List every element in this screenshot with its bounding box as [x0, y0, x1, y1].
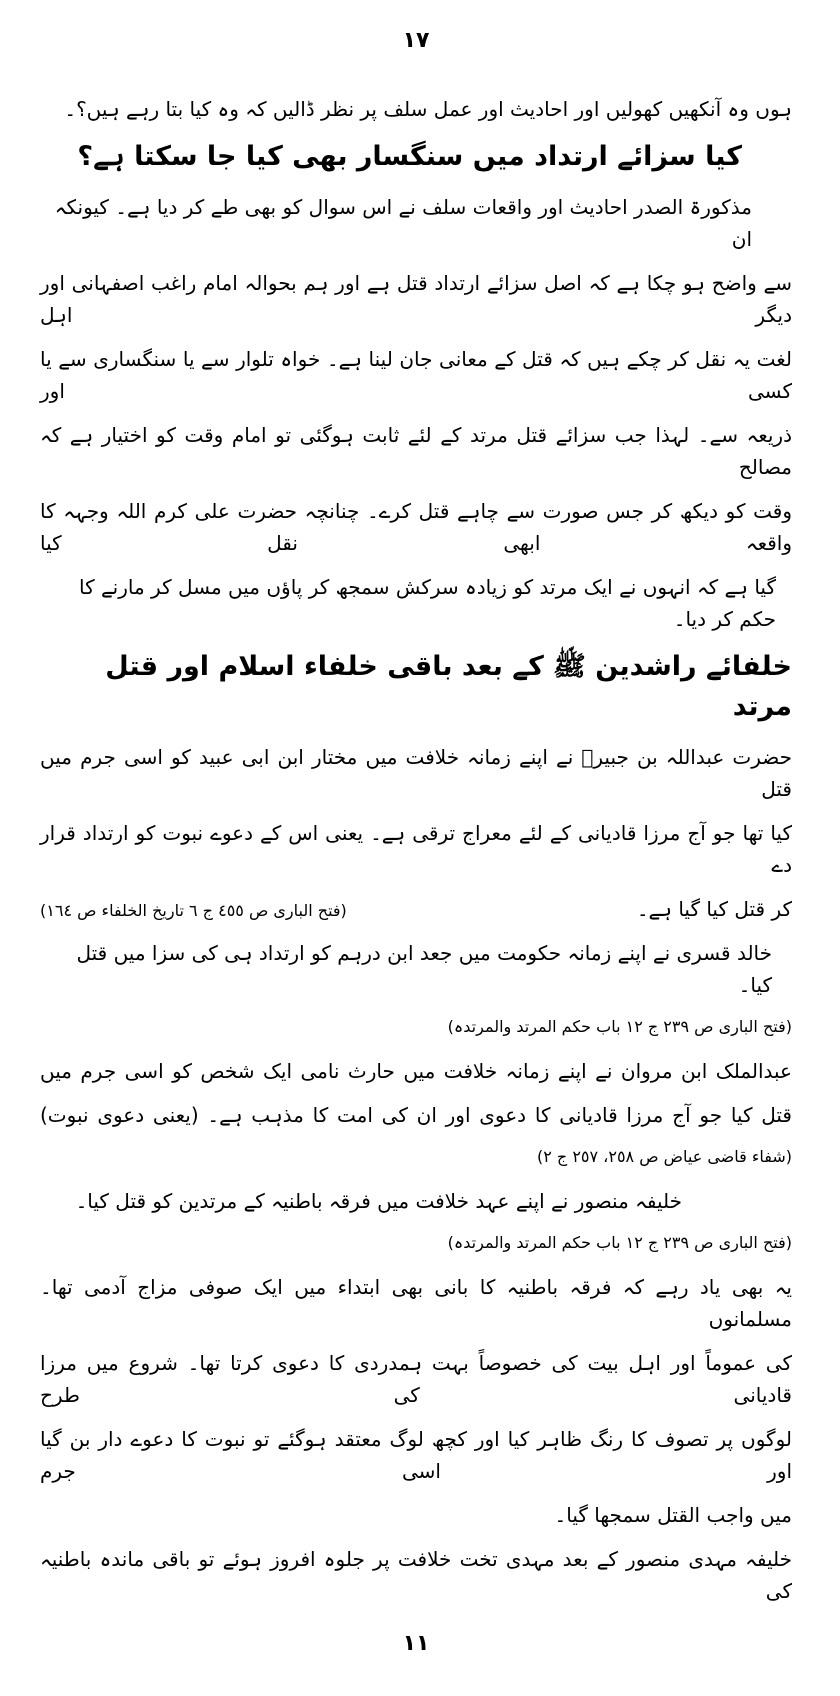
- body-line: ذریعہ سے۔ لہذا جب سزائے قتل مرتد کے لئے ثابت ہوگئی تو امام وقت کو اختیار ہے کہ مصالح: [40, 423, 792, 479]
- body-line: میں واجب القتل سمجھا گیا۔: [554, 1503, 792, 1527]
- body-line: یہ بھی یاد رہے کہ فرقہ باطنیہ کا بانی بھی ابتداء میں ایک صوفی مزاج آدمی تھا۔ مسلمانوں: [40, 1275, 792, 1331]
- body-line: مذکورۃ الصدر احادیث اور واقعات سلف نے اس سوال کو بھی طے کر دیا ہے۔ کیونکہ ان: [54, 195, 752, 251]
- body-line: گیا ہے کہ انہوں نے ایک مرتد کو زیادہ سرکش سمجھ کر پاؤں میں مسل کر مارنے کا حکم کر دیا۔: [78, 575, 776, 631]
- body-line: عبدالملک ابن مروان نے اپنے زمانہ خلافت میں حارث نامی ایک شخص کو اسی جرم میں: [40, 1059, 792, 1083]
- citation: (فتح الباری ص ٢٣٩ ج ١٢ باب حکم المرتد والمرتدہ): [447, 1233, 792, 1252]
- body-line: لوگوں پر تصوف کا رنگ ظاہر کیا اور کچھ لوگ معتقد ہوگئے تو نبوت کا دعوے دار بن گیا اور اسی جرم: [40, 1427, 792, 1483]
- body-line: خلیفہ منصور نے اپنے عہد خلافت میں فرقہ باطنیہ کے مرتدین کو قتل کیا۔: [75, 1189, 682, 1213]
- body-line: خالد قسری نے اپنے زمانہ حکومت میں جعد ابن درہم کو ارتداد ہی کی سزا میں قتل کیا۔: [76, 941, 772, 997]
- section-heading: کیا سزائے ارتداد میں سنگسار بھی کیا جا سکتا ہے؟: [77, 141, 742, 172]
- line-with-citation: [40, 893, 792, 925]
- body-line: ہوں وہ آنکھیں کھولیں اور احادیث اور عمل سلف پر نظر ڈالیں کہ وہ کیا بتا رہے ہیں؟۔: [64, 97, 792, 121]
- page-number-top: ١٧: [402, 28, 430, 53]
- body-line: کیا تھا جو آج مرزا قادیانی کے لئے معراج ترقی ہے۔ یعنی اس کے دعوے نبوت کو ارتداد قرار دے: [40, 821, 792, 877]
- body-line: وقت کو دیکھ کر جس صورت سے چاہے قتل کرے۔ چنانچہ حضرت علی کرم اللہ وجہہ کا واقعہ ابھی نقل کیا: [40, 499, 792, 555]
- section-heading: خلفائے راشدین ﷺ کے بعد باقی خلفاء اسلام اور قتل مرتد: [105, 651, 792, 722]
- body-line: لغت یہ نقل کر چکے ہیں کہ قتل کے معانی جان لینا ہے۔ خواہ تلوار سے یا سنگساری سے یا کسی اور: [40, 347, 792, 403]
- body-line: کی عموماً اور اہل بیت کی خصوصاً بہت ہمدردی کا دعوی کرتا تھا۔ شروع میں مرزا قادیانی کی طرح: [40, 1351, 792, 1407]
- page-number-bottom: ١١: [402, 1631, 430, 1656]
- citation: (فتح الباری ص ٢٣٩ ج ١٢ باب حکم المرتد والمرتدہ): [447, 1017, 792, 1036]
- body-line: سے واضح ہو چکا ہے کہ اصل سزائے ارتداد قتل ہے اور ہم بحوالہ امام راغب اصفہانی اور دیگر اہل: [40, 271, 792, 327]
- body-line: قتل کیا جو آج مرزا قادیانی کا دعوی اور ان کی امت کا مذہب ہے۔ (یعنی دعوی نبوت): [40, 1103, 792, 1127]
- citation: (فتح الباری ص ٤٥٥ ج ٦ تاریخ الخلفاء ص ١٦٤): [40, 901, 347, 920]
- body-line: خلیفہ مہدی منصور کے بعد مہدی تخت خلافت پر جلوہ افروز ہوئے تو باقی ماندہ باطنیہ کی: [40, 1547, 792, 1603]
- body-line: کر قتل کیا گیا ہے۔: [636, 897, 792, 921]
- body-line: حضرت عبداللہ بن جبیرؓ نے اپنے زمانہ خلافت میں مختار ابن ابی عبید کو اسی جرم میں قتل: [40, 745, 792, 801]
- citation: (شفاء قاضی عیاض ص ٢٥٨، ٢٥٧ ج ٢): [536, 1147, 792, 1166]
